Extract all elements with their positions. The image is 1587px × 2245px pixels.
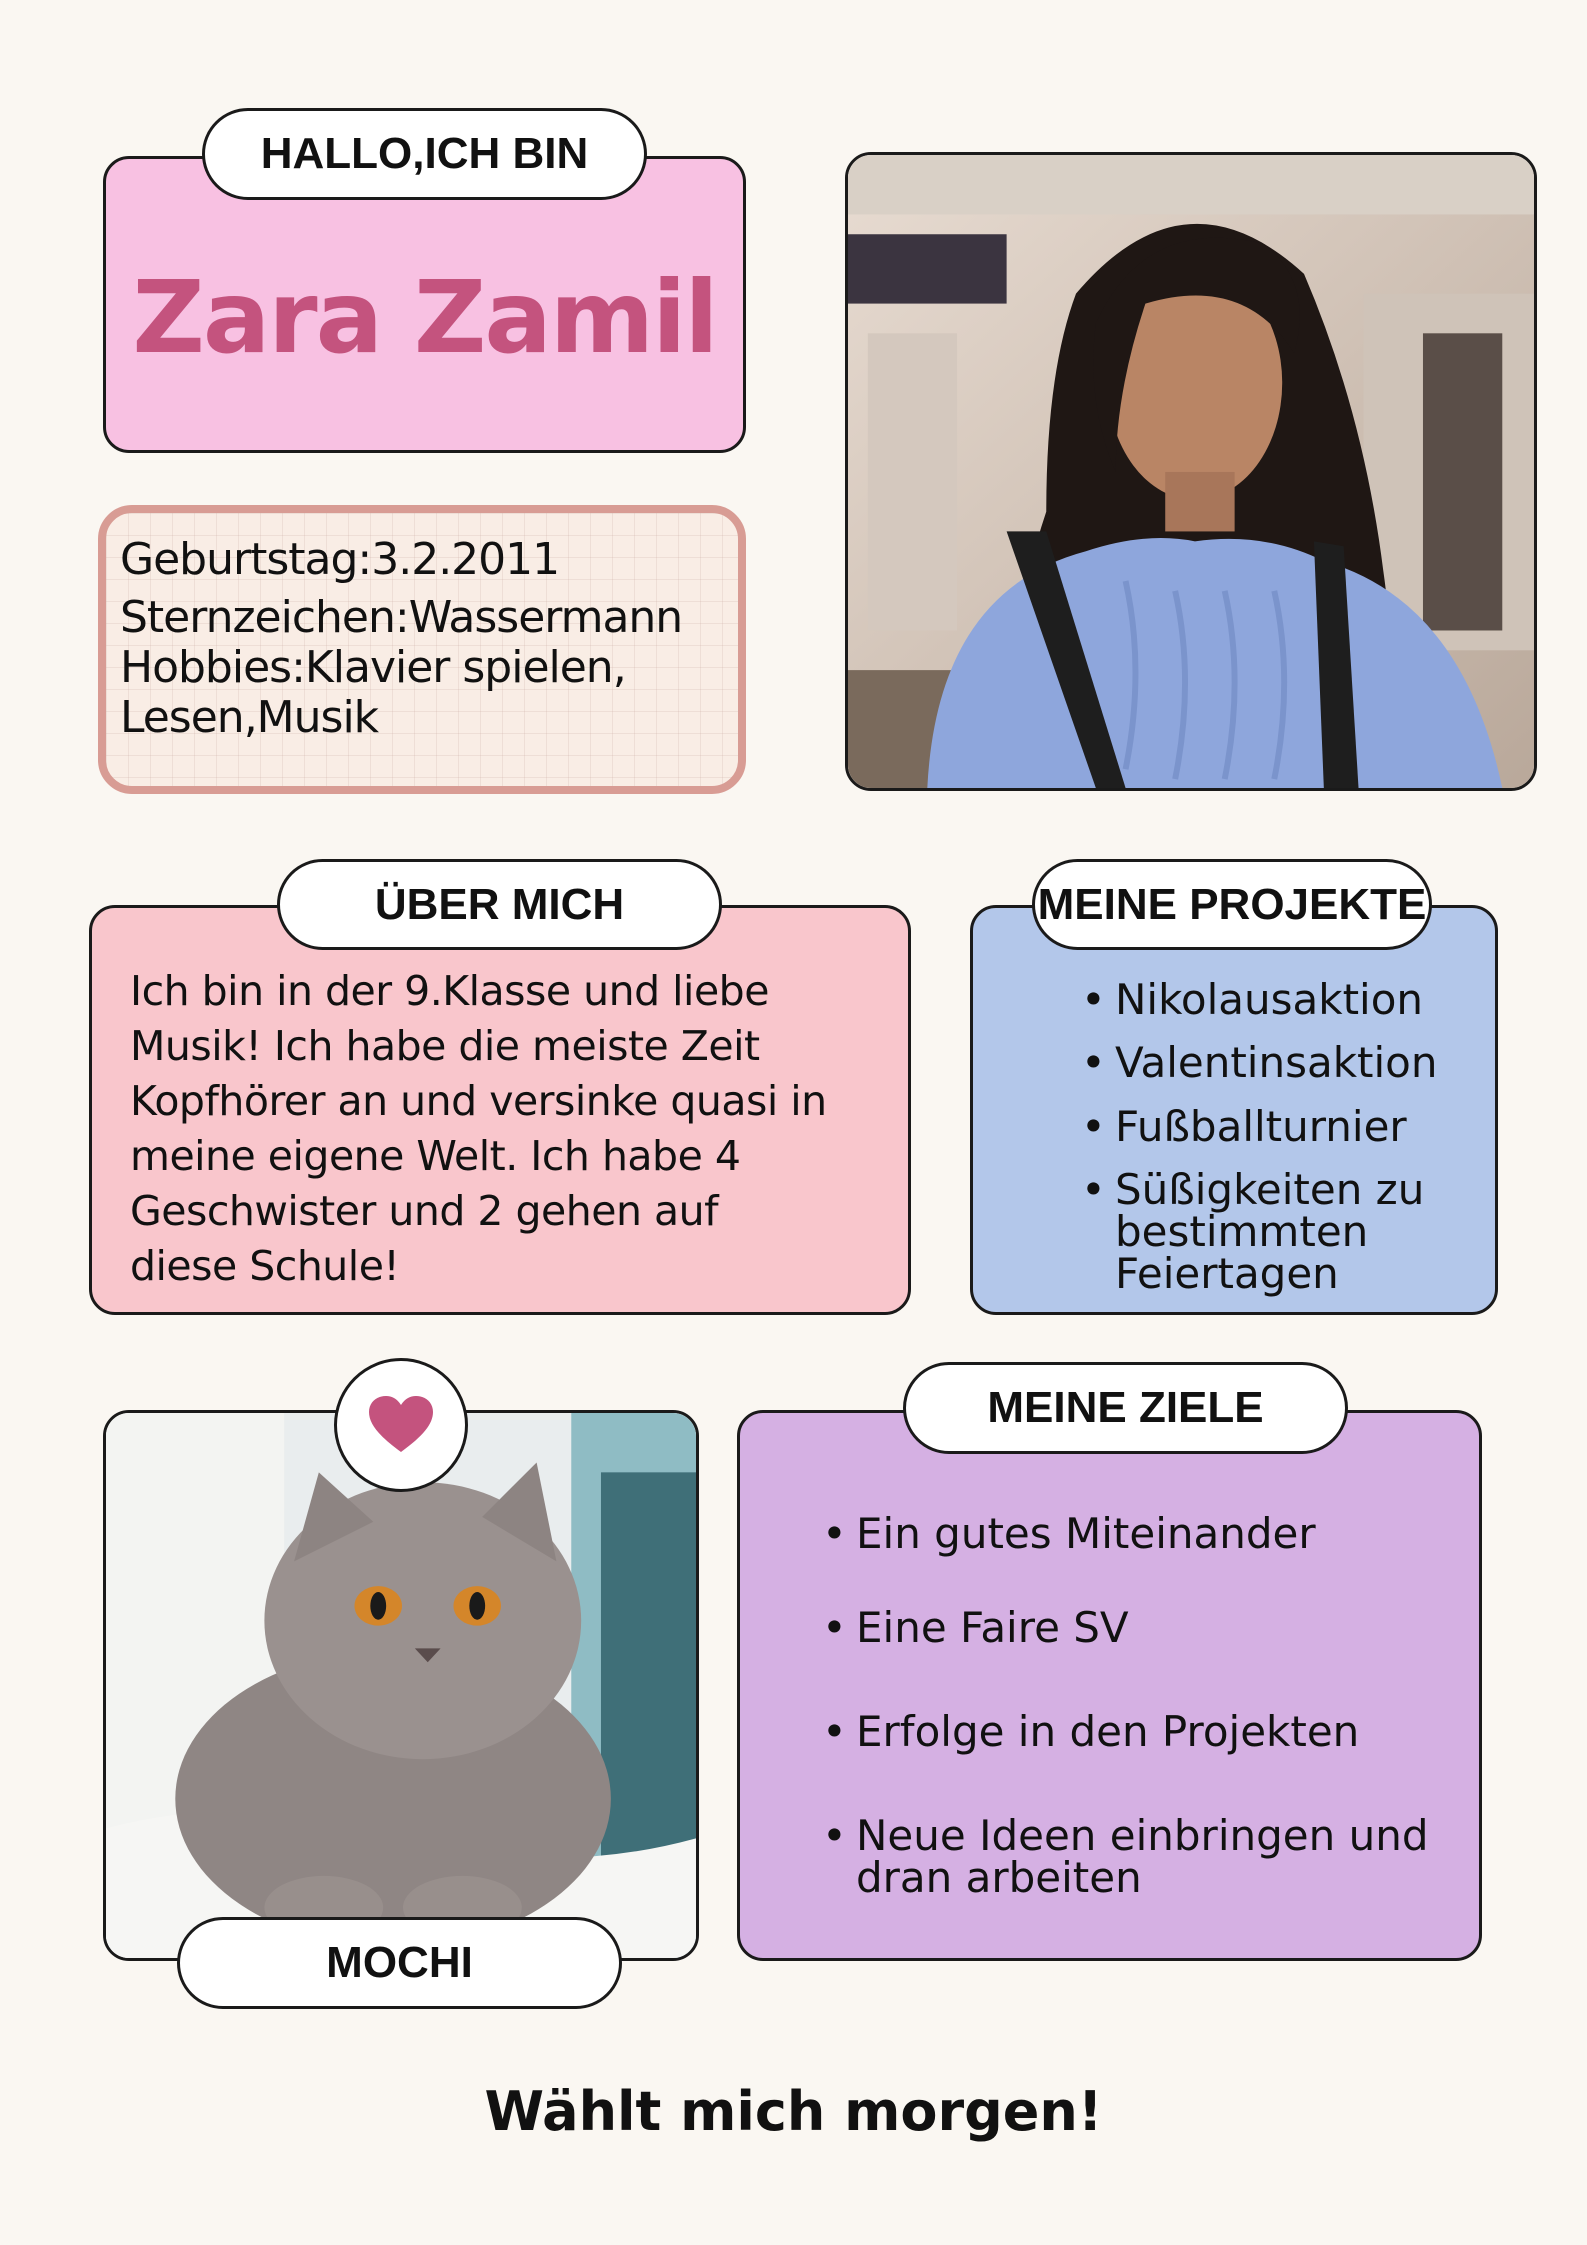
heart-icon xyxy=(369,1396,433,1454)
candidate-name: Zara Zamil xyxy=(132,259,717,376)
greeting-label: HALLO,ICH BIN xyxy=(202,108,647,200)
bullet-icon: • xyxy=(822,1509,847,1558)
about-card xyxy=(89,905,911,1315)
projects-title: MEINE PROJEKTE xyxy=(1032,859,1432,950)
bullet-icon: • xyxy=(1081,1165,1106,1214)
project-item-text: Süßigkeiten zu xyxy=(1115,1165,1425,1214)
project-item xyxy=(1081,1038,1438,1087)
name-card xyxy=(103,156,746,453)
project-item-text: Valentinsaktion xyxy=(1115,1038,1438,1087)
project-item xyxy=(1081,1165,1425,1298)
bullet-icon: • xyxy=(822,1811,847,1860)
project-item-text: Nikolausaktion xyxy=(1115,975,1424,1024)
goal-item-text: Eine Faire SV xyxy=(856,1603,1129,1652)
zodiac-text: Sternzeichen:Wassermann xyxy=(120,592,683,643)
hobbies-text-line1: Hobbies:Klavier spielen, xyxy=(120,642,626,693)
bullet-icon: • xyxy=(822,1603,847,1652)
hobbies-text-line2: Lesen,Musik xyxy=(120,692,379,743)
footer-slogan: Wählt mich morgen! xyxy=(484,2080,1103,2143)
goal-item xyxy=(822,1811,1429,1902)
project-item-text: Feiertagen xyxy=(1115,1249,1339,1298)
about-text-line: Musik! Ich habe die meiste Zeit xyxy=(130,1022,760,1070)
goal-item-text: Ein gutes Miteinander xyxy=(856,1509,1316,1558)
info-card xyxy=(98,505,746,794)
bullet-icon: • xyxy=(1081,975,1106,1024)
about-text-line: Geschwister und 2 gehen auf xyxy=(130,1187,719,1235)
portrait-photo xyxy=(845,152,1537,791)
bullet-icon: • xyxy=(1081,1038,1106,1087)
bullet-icon: • xyxy=(1081,1102,1106,1151)
goal-item xyxy=(822,1603,1129,1652)
about-text-line: diese Schule! xyxy=(130,1242,400,1290)
project-item-text: Fußballturnier xyxy=(1115,1102,1407,1151)
goal-item-text: Erfolge in den Projekten xyxy=(856,1707,1360,1756)
pet-name: MOCHI xyxy=(177,1917,622,2009)
goal-item xyxy=(822,1509,1316,1558)
birthday-text: Geburtstag:3.2.2011 xyxy=(120,534,560,585)
about-text-line: Ich bin in der 9.Klasse und liebe xyxy=(130,967,769,1015)
project-item xyxy=(1081,975,1424,1024)
project-item-text: bestimmten xyxy=(1115,1207,1369,1256)
pet-photo xyxy=(103,1410,699,1961)
about-text-line: Kopfhörer an und versinke quasi in xyxy=(130,1077,827,1125)
project-item xyxy=(1081,1102,1407,1151)
projects-card xyxy=(970,905,1498,1315)
about-text-line: meine eigene Welt. Ich habe 4 xyxy=(130,1132,741,1180)
goals-title: MEINE ZIELE xyxy=(903,1362,1348,1454)
goal-item-text: dran arbeiten xyxy=(856,1853,1142,1902)
about-title: ÜBER MICH xyxy=(277,859,722,950)
goal-item xyxy=(822,1707,1360,1756)
heart-badge xyxy=(334,1358,468,1492)
goals-card xyxy=(737,1410,1482,1961)
goal-item-text: Neue Ideen einbringen und xyxy=(856,1811,1429,1860)
bullet-icon: • xyxy=(822,1707,847,1756)
